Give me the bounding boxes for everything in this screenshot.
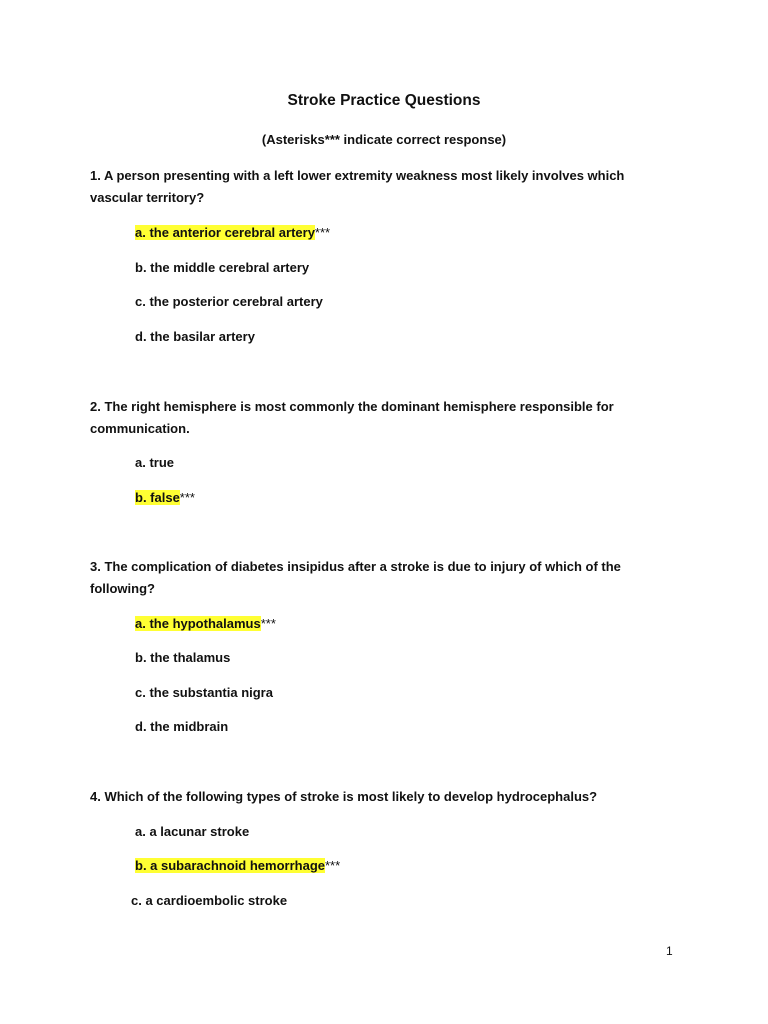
- option-label: c. the substantia nigra: [135, 685, 273, 700]
- correct-marker: ***: [179, 490, 195, 505]
- option-label: d. the midbrain: [135, 719, 229, 734]
- option-label: c. a cardioembolic stroke: [131, 893, 288, 908]
- question-2-text: 2. The right hemisphere is most commonly the dominant hemisphere responsible for communication.: [90, 399, 614, 436]
- document-subtitle: (Asterisks*** indicate correct response): [261, 132, 507, 147]
- question-1-option-b: [135, 259, 309, 276]
- correct-answer-highlight: a. the hypothalamus: [135, 616, 261, 631]
- correct-marker: ***: [260, 616, 276, 631]
- question-3-option-b: [135, 649, 230, 666]
- question-4-option-c: [131, 892, 287, 909]
- question-3-text: 3. The complication of diabetes insipidus after a stroke is due to injury of which of the following?: [90, 559, 621, 596]
- option-label: c. the posterior cerebral artery: [135, 294, 323, 309]
- question-4-option-b: [135, 857, 340, 874]
- correct-marker: ***: [325, 858, 341, 873]
- question-2-option-a: [135, 454, 174, 471]
- question-3-option-c: [135, 684, 273, 701]
- question-4-text: 4. Which of the following types of stroke is most likely to develop hydrocephalus?: [90, 789, 598, 804]
- question-3-option-a: [135, 615, 276, 632]
- question-1-option-a: [135, 224, 330, 241]
- question-1-option-c: [135, 293, 323, 310]
- question-4-option-a: [135, 823, 249, 840]
- page-number: 1: [666, 944, 673, 958]
- option-label: b. the middle cerebral artery: [135, 260, 310, 275]
- question-2-option-b: [135, 489, 195, 506]
- correct-answer-highlight: b. a subarachnoid hemorrhage: [135, 858, 325, 873]
- question-1-text: 1. A person presenting with a left lower extremity weakness most likely involves which vascular territory?: [90, 168, 625, 205]
- question-1-option-d: [135, 328, 255, 345]
- document-title: Stroke Practice Questions: [287, 92, 481, 109]
- correct-answer-highlight: a. the anterior cerebral artery: [135, 225, 315, 240]
- correct-answer-highlight: b. false: [135, 490, 180, 505]
- question-3-option-d: [135, 718, 228, 735]
- correct-marker: ***: [314, 225, 331, 240]
- option-label: a. true: [135, 455, 175, 470]
- option-label: a. a lacunar stroke: [135, 824, 250, 839]
- option-label: b. the thalamus: [135, 650, 231, 665]
- option-label: d. the basilar artery: [135, 329, 255, 344]
